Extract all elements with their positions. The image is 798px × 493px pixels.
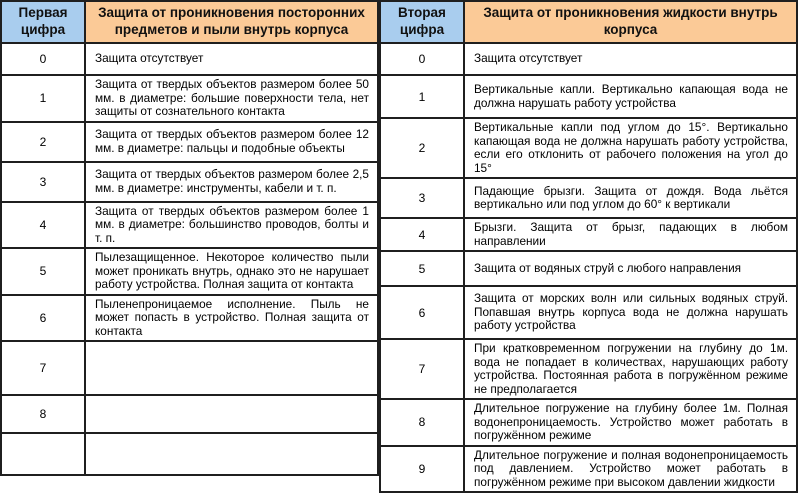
- digit-cell: 2: [1, 122, 85, 162]
- digit-cell: 6: [380, 286, 464, 339]
- description-cell: Пыленепроницаемое исполнение. Пыль не может попасть в устройство. Полная защита от контакта: [85, 295, 378, 342]
- digit-cell: 4: [1, 202, 85, 249]
- description-cell: Защита от твердых объектов размером более 12 мм. в диаметре: пальцы и подобные объекты: [85, 122, 378, 162]
- table-row: [380, 286, 797, 339]
- digit-cell: 0: [380, 43, 464, 75]
- table-row: [1, 75, 378, 122]
- description-cell: Защита от твердых объектов размером более 1 мм. в диаметре: большинство проводов, болты и т. п.: [85, 202, 378, 249]
- table-row: [380, 75, 797, 118]
- description-cell: [85, 341, 378, 395]
- table-row: [380, 43, 797, 75]
- table-row: [380, 118, 797, 178]
- table-row: [1, 248, 378, 295]
- description-cell: Защита от твердых объектов размером более 50 мм. в диаметре: большие поверхности тела, нет защиты от сознательного контакта: [85, 75, 378, 122]
- digit-cell: 5: [1, 248, 85, 295]
- table-row: [380, 446, 797, 493]
- digit-cell: 6: [1, 295, 85, 342]
- description-cell: Вертикальные капли. Вертикально капающая вода не должна нарушать работу устройства: [464, 75, 797, 118]
- description-cell: Падающие брызги. Защита от дождя. Вода льётся вертикально или под углом до 60° к вертикали: [464, 178, 797, 218]
- description-cell: Защита отсутствует: [464, 43, 797, 75]
- table-row: [1, 341, 378, 395]
- digit-cell: 2: [380, 118, 464, 178]
- digit-cell: 3: [380, 178, 464, 218]
- description-cell: Защита от водяных струй с любого направления: [464, 251, 797, 286]
- table-row: [380, 399, 797, 446]
- digit-cell: 7: [380, 339, 464, 399]
- description-cell: Длительное погружение на глубину более 1м. Полная водонепроницаемость. Устройство может работать в погружённом режиме: [464, 399, 797, 446]
- digit-cell: 5: [380, 251, 464, 286]
- table-row: [380, 251, 797, 286]
- table-row: [1, 295, 378, 342]
- table-row: [1, 395, 378, 433]
- digit-cell: 3: [1, 162, 85, 202]
- digit-cell: 4: [380, 218, 464, 251]
- description-cell: Защита от твердых объектов размером более 2,5 мм. в диаметре: инструменты, кабели и т. п.: [85, 162, 378, 202]
- digit-cell: 8: [1, 395, 85, 433]
- table-row: [380, 339, 797, 399]
- digit-cell: 1: [1, 75, 85, 122]
- table-row: [380, 178, 797, 218]
- description-cell: При кратковременном погружении на глубину до 1м. вода не попадает в количествах, нарушающих работу устройства. Постоянная работа в погружённом режиме не предполагается: [464, 339, 797, 399]
- table-row: [1, 202, 378, 249]
- first-digit-table: [0, 0, 379, 476]
- table-row: [1, 162, 378, 202]
- first-digit-description-header: Защита от проникновения посторонних предметов и пыли внутрь корпуса: [85, 1, 378, 43]
- description-cell: [85, 395, 378, 433]
- table-row: [1, 43, 378, 75]
- description-cell: Защита отсутствует: [85, 43, 378, 75]
- description-cell: Длительное погружение и полная водонепроницаемость под давлением. Устройство может работать в погружённом режиме при высоком давлении жидкости: [464, 446, 797, 493]
- second-digit-description-header: Защита от проникновения жидкости внутрь корпуса: [464, 1, 797, 43]
- description-cell: Брызги. Защита от брызг, падающих в любом направлении: [464, 218, 797, 251]
- description-cell: Пылезащищенное. Некоторое количество пыли может проникать внутрь, однако это не нарушает работу устройства. Полная защита от контакта: [85, 248, 378, 295]
- table-header-row: [1, 1, 378, 43]
- table-row: [380, 218, 797, 251]
- digit-cell: 9: [380, 446, 464, 493]
- digit-cell: [1, 433, 85, 475]
- digit-cell: 7: [1, 341, 85, 395]
- second-digit-table: [379, 0, 798, 493]
- description-cell: Защита от морских волн или сильных водяных струй. Попавшая внутрь корпуса вода не должна нарушать работу устройства: [464, 286, 797, 339]
- table-header-row: [380, 1, 797, 43]
- second-digit-header: Вторая цифра: [380, 1, 464, 43]
- description-cell: [85, 433, 378, 475]
- digit-cell: 8: [380, 399, 464, 446]
- digit-cell: 0: [1, 43, 85, 75]
- description-cell: Вертикальные капли под углом до 15°. Вертикально капающая вода не должна нарушать работу устройства, если его отклонить от рабочего положения на угол до 15°: [464, 118, 797, 178]
- digit-cell: 1: [380, 75, 464, 118]
- table-row: [1, 122, 378, 162]
- first-digit-header: Первая цифра: [1, 1, 85, 43]
- table-row: [1, 433, 378, 475]
